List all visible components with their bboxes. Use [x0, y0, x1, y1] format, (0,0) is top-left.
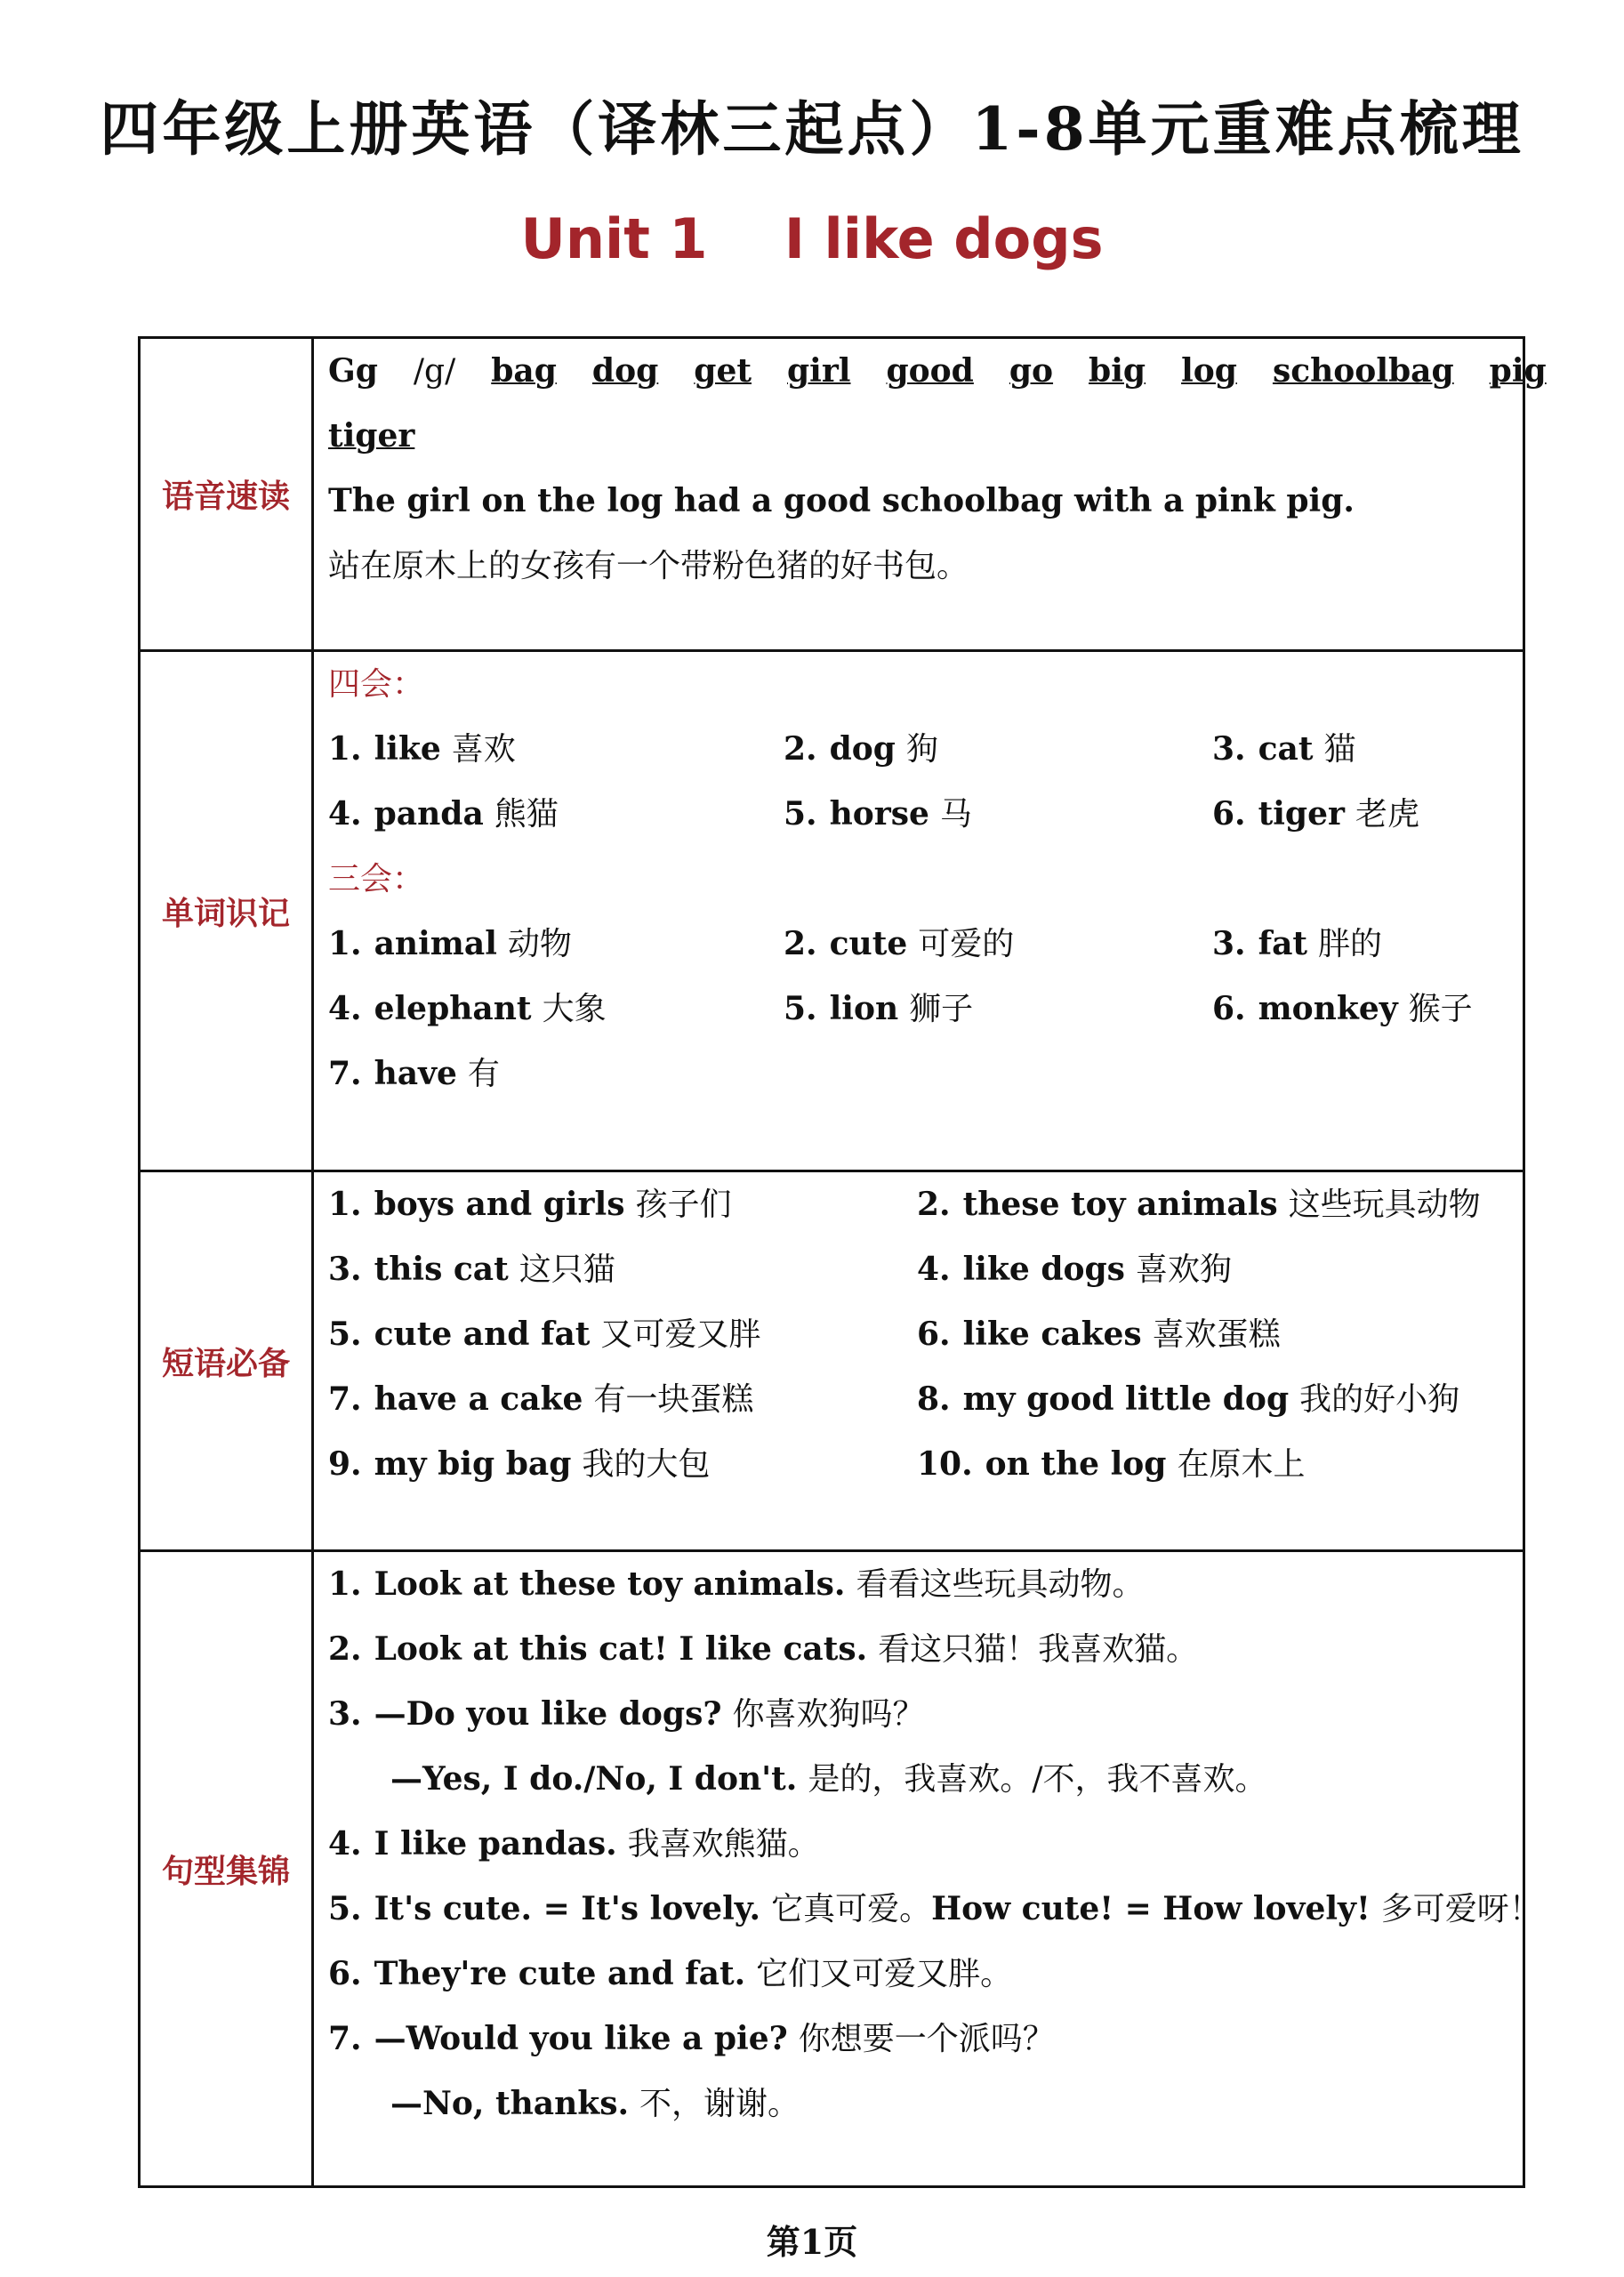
- item-english: have a cake: [374, 1380, 583, 1418]
- word-item: [784, 782, 1212, 847]
- item-number: 5.: [328, 1890, 362, 1927]
- item-chinese: 在原木上: [1177, 1446, 1306, 1483]
- word-item: [328, 977, 784, 1042]
- item-number: 9.: [328, 1445, 362, 1483]
- item-english: elephant: [374, 990, 532, 1027]
- item-english: horse: [829, 795, 929, 833]
- item-chinese: 猫: [1323, 731, 1356, 768]
- sentence-item: [328, 1552, 1503, 1617]
- sentence-item: [328, 1682, 1503, 1747]
- item-number: 6.: [1212, 795, 1246, 833]
- item-chinese: 我的好小狗: [1299, 1381, 1460, 1418]
- item-english: cute and fat: [374, 1316, 591, 1353]
- phrase-item: [917, 1302, 1503, 1367]
- item-english: monkey: [1258, 990, 1398, 1027]
- sentence-item: [328, 1942, 1503, 2007]
- item-chinese: 狗: [905, 731, 938, 768]
- sentence-item: [328, 1747, 1503, 1812]
- phrase-item: [328, 1432, 917, 1497]
- item-chinese: 不，谢谢。: [639, 2086, 800, 2122]
- phonics-content: [313, 338, 1547, 651]
- item-number: 7.: [328, 2020, 362, 2057]
- phrase-item: [328, 1172, 917, 1237]
- phonics-sound: /g/: [413, 353, 456, 390]
- item-chinese: 动物: [507, 926, 572, 962]
- phonics-word: big: [1089, 352, 1146, 390]
- three-skills-list: [328, 912, 1503, 1106]
- item-english: on the log: [985, 1445, 1167, 1483]
- item-chinese: 它真可爱。: [771, 1891, 932, 1927]
- item-chinese: 狮子: [909, 991, 974, 1027]
- item-number: 5.: [784, 990, 817, 1027]
- item-number: 6.: [1212, 990, 1246, 1027]
- phonics-word: schoolbag: [1272, 352, 1454, 390]
- item-number: 7.: [328, 1055, 362, 1092]
- item-chinese: 喜欢: [451, 731, 516, 768]
- sentence-item: [328, 1812, 1503, 1877]
- words-content: [313, 651, 1524, 1171]
- item-english: my good little dog: [962, 1380, 1290, 1418]
- phrases-list: [328, 1172, 1503, 1497]
- unit-title: Unit 1 I like dogs: [520, 206, 1104, 271]
- item-chinese: 这些玩具动物: [1288, 1187, 1481, 1223]
- phonics-word: good: [886, 352, 974, 390]
- item-chinese: 喜欢蛋糕: [1152, 1316, 1281, 1353]
- item-english: dog: [829, 730, 896, 768]
- item-chinese: 猴子: [1408, 991, 1473, 1027]
- item-number: 7.: [328, 1380, 362, 1418]
- phrase-item: [917, 1432, 1503, 1497]
- item-number: 1.: [328, 1186, 362, 1223]
- item-chinese: 这只猫: [519, 1251, 615, 1288]
- item-chinese: 熊猫: [494, 796, 559, 833]
- phonics-word-line-2: [328, 404, 1503, 469]
- item-english: these toy animals: [962, 1186, 1278, 1223]
- item-number: 4.: [328, 990, 362, 1027]
- document-title: 四年级上册英语（译林三起点）1-8单元重难点梳理: [100, 94, 1524, 164]
- item-chinese: 你喜欢狗吗？: [732, 1696, 925, 1733]
- item-english: boys and girls: [374, 1186, 625, 1223]
- word-item: [328, 782, 784, 847]
- phrase-item: [917, 1172, 1503, 1237]
- item-english: Look at this cat! I like cats.: [374, 1630, 868, 1668]
- item-chinese-2: 多可爱呀！: [1380, 1891, 1541, 1927]
- four-skills-label: 四会：: [328, 666, 425, 703]
- item-number: 3.: [1212, 730, 1246, 768]
- summary-table: [138, 336, 1547, 2188]
- item-english: like cakes: [962, 1316, 1142, 1353]
- item-chinese: 看看这些玩具动物。: [856, 1566, 1145, 1603]
- phonics-letter: Gg: [328, 352, 378, 390]
- phonics-word: get: [694, 352, 752, 390]
- phrase-item: [328, 1237, 917, 1302]
- word-item: [328, 1042, 784, 1106]
- word-item: [1212, 782, 1503, 847]
- word-item: [328, 912, 784, 977]
- item-english: this cat: [374, 1251, 509, 1288]
- three-skills-label: 三会：: [328, 861, 425, 897]
- item-number: 1.: [328, 730, 362, 768]
- sentence-item: [328, 1617, 1503, 1682]
- item-chinese: 看这只猫！我喜欢猫。: [878, 1631, 1199, 1668]
- phonics-word: log: [1181, 352, 1237, 390]
- item-english: —Do you like dogs?: [374, 1695, 722, 1733]
- sentence-item: [328, 2007, 1503, 2072]
- item-number: 5.: [328, 1316, 362, 1353]
- phrases-content: [313, 1171, 1524, 1551]
- phonics-word: dog: [591, 352, 659, 390]
- item-english-2: How cute! = How lovely!: [931, 1890, 1371, 1927]
- item-number: 4.: [917, 1251, 951, 1288]
- item-english: Look at these toy animals.: [374, 1565, 846, 1603]
- item-number: 2.: [917, 1186, 951, 1223]
- item-chinese: 孩子们: [635, 1187, 732, 1223]
- word-item: [1212, 717, 1503, 782]
- item-number: 4.: [328, 795, 362, 833]
- item-english: It's cute. = It's lovely.: [374, 1890, 761, 1927]
- item-chinese: 是的，我喜欢。/不，我不喜欢。: [808, 1761, 1267, 1798]
- item-number: 6.: [328, 1955, 362, 1992]
- item-english: —Would you like a pie?: [374, 2020, 788, 2057]
- item-english: cute: [829, 925, 908, 962]
- item-chinese: 喜欢狗: [1135, 1251, 1232, 1288]
- word-item: [784, 977, 1212, 1042]
- word-item: [784, 912, 1212, 977]
- item-chinese: 胖的: [1318, 926, 1383, 962]
- item-chinese: 有一块蛋糕: [593, 1381, 754, 1418]
- item-chinese: 可爱的: [918, 926, 1015, 962]
- item-number: 8.: [917, 1380, 951, 1418]
- item-number: 10.: [917, 1445, 973, 1483]
- item-english: lion: [829, 990, 899, 1027]
- page-number: 第1页: [766, 2222, 858, 2262]
- phrases-row: [140, 1171, 1524, 1551]
- item-number: 2.: [328, 1630, 362, 1668]
- sentences-label: 句型集锦: [140, 1551, 313, 2187]
- item-number: 4.: [328, 1825, 362, 1863]
- item-english: like dogs: [962, 1251, 1125, 1288]
- words-label: 单词识记: [140, 651, 313, 1171]
- item-number: 3.: [1212, 925, 1246, 962]
- item-english: animal: [374, 925, 497, 962]
- phrase-item: [917, 1237, 1503, 1302]
- item-english: cat: [1258, 730, 1314, 768]
- word-item: [328, 717, 784, 782]
- item-chinese: 马: [939, 796, 972, 833]
- phonics-word: go: [1009, 352, 1054, 390]
- item-english: panda: [374, 795, 484, 833]
- item-number: 3.: [328, 1695, 362, 1733]
- item-english: —Yes, I do./No, I don't.: [390, 1760, 798, 1798]
- item-english: tiger: [1258, 795, 1345, 833]
- item-number: 6.: [917, 1316, 951, 1353]
- item-english: I like pandas.: [374, 1825, 617, 1863]
- item-english: my big bag: [374, 1445, 572, 1483]
- item-number: 5.: [784, 795, 817, 833]
- item-number: 1.: [328, 925, 362, 962]
- item-number: 1.: [328, 1565, 362, 1603]
- word-item: [784, 717, 1212, 782]
- word-item: [1212, 912, 1503, 977]
- words-row: [140, 651, 1524, 1171]
- item-chinese: 它们又可爱又胖。: [756, 1956, 1013, 1992]
- phrases-label: 短语必备: [140, 1171, 313, 1551]
- phrase-item: [328, 1302, 917, 1367]
- sentence-item: [328, 1877, 1541, 1942]
- item-chinese: 你想要一个派吗？: [798, 2021, 1055, 2057]
- phonics-word: pig: [1489, 352, 1547, 390]
- four-skills-list: [328, 717, 1503, 847]
- item-english: fat: [1258, 925, 1308, 962]
- sentences-row: [140, 1551, 1524, 2187]
- item-number: 3.: [328, 1251, 362, 1288]
- word-item: [1212, 977, 1503, 1042]
- item-chinese: 又可爱又胖: [600, 1316, 761, 1353]
- phonics-sentence-en: The girl on the log had a good schoolbag with a pink pig.: [328, 482, 1355, 519]
- phonics-word: tiger: [328, 417, 415, 455]
- phrase-item: [328, 1367, 917, 1432]
- item-number: 2.: [784, 925, 817, 962]
- sentence-item: [328, 2072, 1503, 2136]
- phonics-word: girl: [786, 352, 851, 390]
- phonics-sentence-cn: 站在原木上的女孩有一个带粉色猪的好书包。: [328, 548, 969, 584]
- item-english: like: [374, 730, 441, 768]
- phonics-row: [140, 338, 1524, 651]
- item-number: 2.: [784, 730, 817, 768]
- item-english: They're cute and fat.: [374, 1955, 746, 1992]
- item-chinese: 我的大包: [582, 1446, 711, 1483]
- phrase-item: [917, 1367, 1503, 1432]
- item-english: —No, thanks.: [390, 2085, 630, 2122]
- phonics-word-line: [328, 339, 1547, 404]
- item-english: have: [374, 1055, 457, 1092]
- phonics-label: 语音速读: [140, 338, 313, 651]
- item-chinese: 有: [467, 1056, 500, 1092]
- item-chinese: 大象: [542, 991, 607, 1027]
- phonics-word: bag: [491, 352, 557, 390]
- item-chinese: 老虎: [1355, 796, 1419, 833]
- item-chinese: 我喜欢熊猫。: [627, 1826, 820, 1863]
- sentences-content: [313, 1551, 1541, 2187]
